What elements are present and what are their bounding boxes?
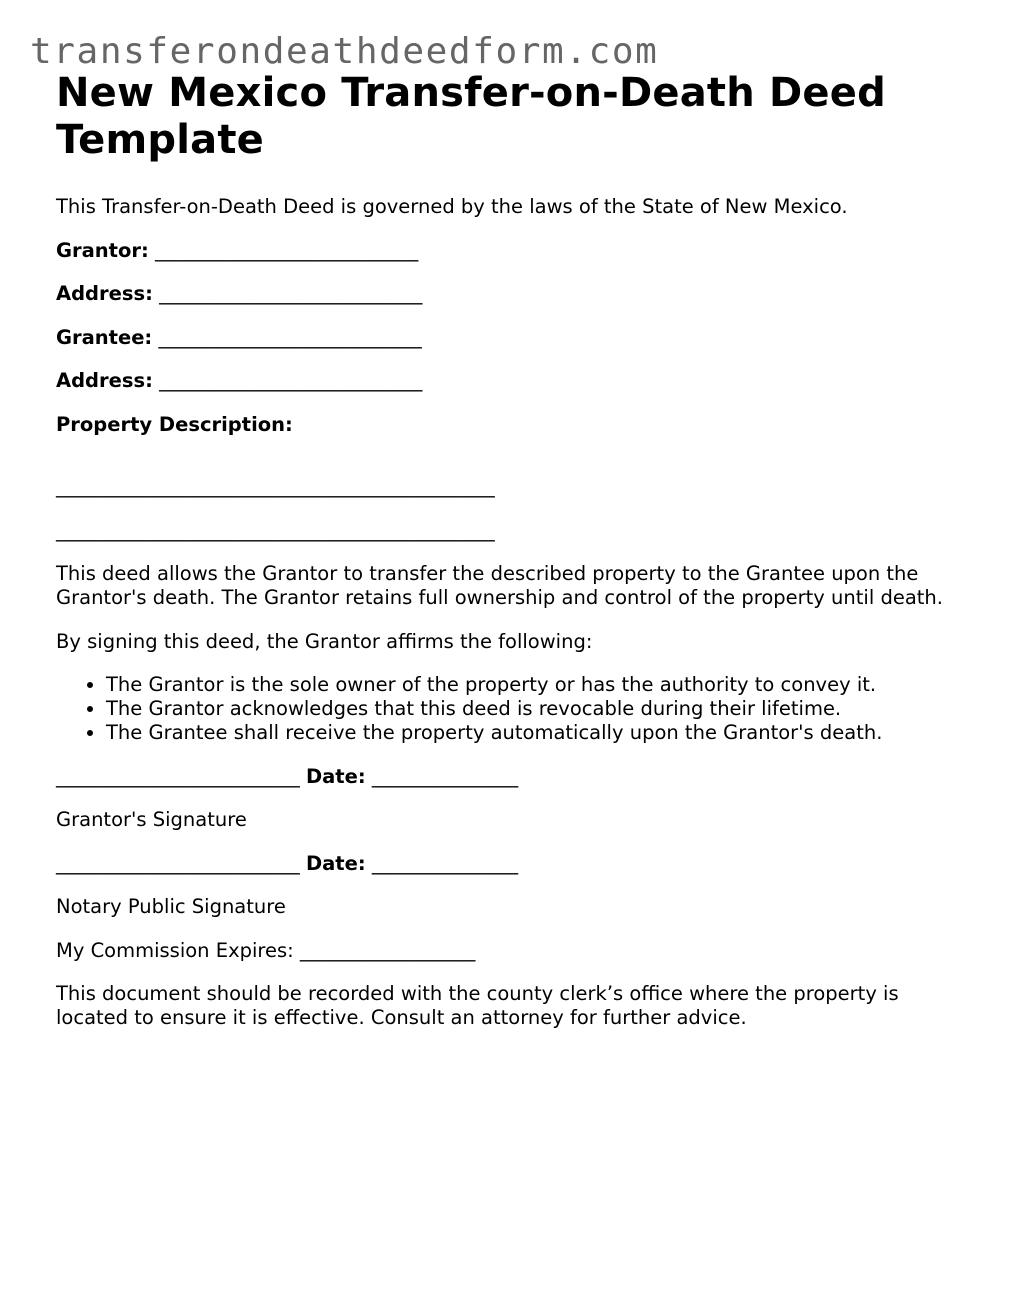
intro-text: This Transfer-on-Death Deed is governed by the laws of the State of New Mexico. [56, 195, 848, 218]
affirmations-list [56, 673, 976, 745]
field-label: Address: [56, 369, 153, 392]
commission-expires [56, 939, 976, 963]
grantor-signature-line [56, 765, 976, 789]
field-blank: ___________________________ [158, 325, 422, 349]
grantor-address-field [56, 282, 976, 306]
date-label: Date: [305, 851, 366, 875]
field-blank: ___________________________ [159, 282, 423, 305]
signature-blank: _________________________ [56, 851, 300, 875]
property-description-label [56, 413, 976, 437]
notary-signature-line [56, 852, 976, 876]
property-line-2: _____________________________________________ [56, 518, 495, 542]
grantee-field [56, 326, 976, 350]
date-label: Date: [305, 764, 366, 788]
affirm-intro: By signing this deed, the Grantor affirms the following: [56, 629, 593, 653]
signature-blank: _________________________ [56, 764, 300, 788]
watermark: transferondeathdeedform.com [30, 31, 659, 72]
commission-label: My Commission Expires: [56, 938, 294, 962]
field-label: Address: [56, 282, 153, 305]
closing-paragraph: This document should be recorded with the county clerk’s office where the property is located to ensure it is effective. Consult an attorney for further advice. [56, 982, 899, 1029]
body-paragraph: This deed allows the Grantor to transfer the described property to the Grantee upon the Grantor's death. The Grantor retains full ownership and control of the property until death. [56, 562, 943, 609]
date-blank: _______________ [371, 764, 519, 788]
field-blank: ___________________________ [155, 238, 419, 262]
notary-signature-caption: Notary Public Signature [56, 895, 286, 918]
document-title: New Mexico Transfer-on-Death Deed Template [56, 70, 886, 163]
field-label: Grantee: [56, 325, 153, 349]
commission-blank: __________________ [299, 938, 476, 962]
property-line-1: _____________________________________________ [56, 475, 495, 498]
list-item: • The Grantee shall receive the property automatically upon the Grantor's death. [106, 721, 976, 745]
field-label: Property Description: [56, 412, 293, 436]
document-page [56, 70, 976, 1030]
grantor-signature-caption: Grantor's Signature [56, 808, 247, 831]
list-item: • The Grantor is the sole owner of the property or has the authority to convey it. [106, 673, 976, 697]
grantor-field [56, 239, 976, 263]
field-label: Grantor: [56, 238, 149, 262]
date-blank: _______________ [371, 851, 519, 875]
grantee-address-field [56, 369, 976, 393]
list-item: • The Grantor acknowledges that this deed is revocable during their lifetime. [106, 697, 976, 721]
field-blank: ___________________________ [159, 369, 423, 392]
